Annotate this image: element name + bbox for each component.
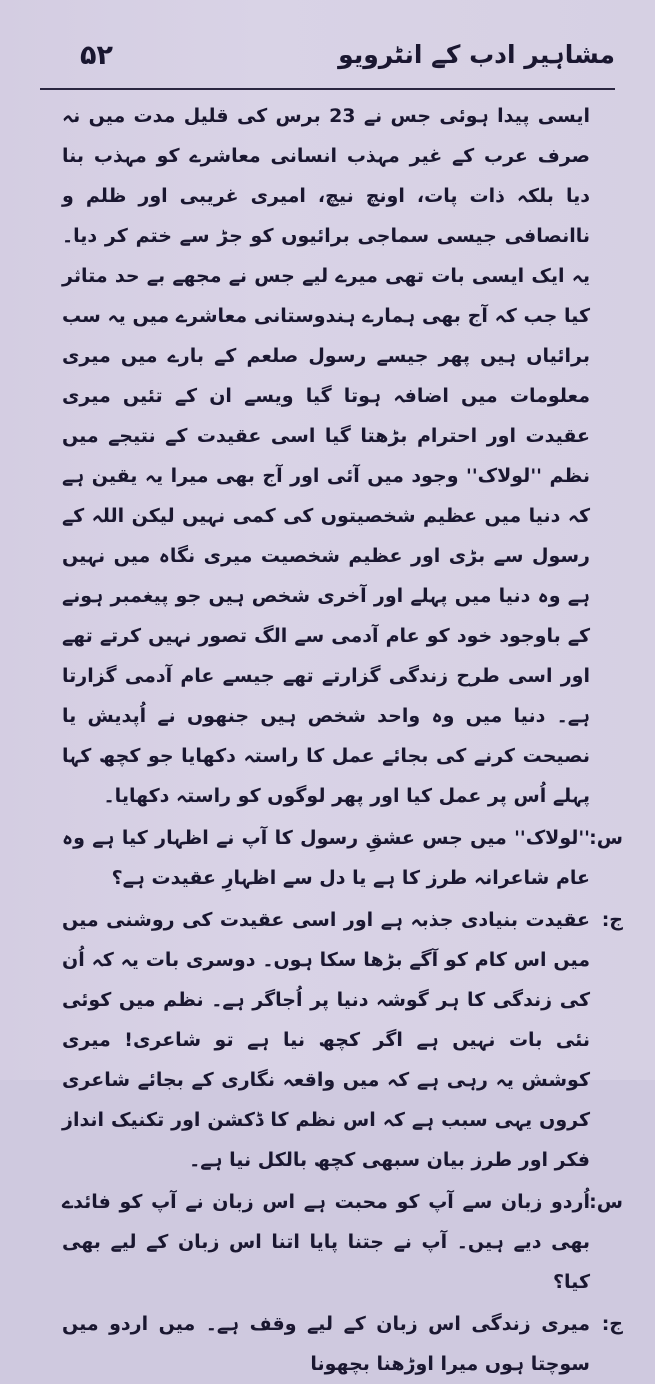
opening-paragraph: ایسی پیدا ہوئی جس نے 23 برس کی قلیل مدت میں نہ صرف عرب کے غیر مہذب انسانی معاشرے کو مہذب بنا دیا بلکہ ذات پات، اونچ نیچ، امیری غریبی اور ظلم و ناانصافی جیسی سماجی برائیوں کو جڑ سے ختم کر دیا۔ یہ ایک ایسی بات تھی میرے لیے جس نے مجھے بے حد متاثر کیا جب کہ آج بھی ہمارے ہندوستانی معاشرے میں یہ سب برائیاں ہیں پھر جیسے رسول صلعم کے بارے میں میری معلومات میں اضافہ ہوتا گیا ویسے ان کے تئیں میری عقیدت اور احترام بڑھتا گیا اسی عقیدت کے نتیجے میں نظم ''لولاک'' وجود میں آئی اور آج بھی میرا یہ یقین ہے کہ دنیا میں عظیم شخصیتوں کی کمی نہیں لیکن اللہ کے رسول سے بڑی اور عظیم شخصیت میری نگاہ میں نہیں ہے وہ دنیا میں پہلے اور آخری شخص ہیں جو پیغمبر ہونے کے باوجود خود کو عام آدمی سے الگ تصور نہیں کرتے تھے اور اسی طرح زندگی گزارتے تھے جیسے عام آدمی گزارتا ہے۔ دنیا میں وہ واحد شخص ہیں جنھوں نے اُپدیش یا نصیحت کرنے کی بجائے عمل کا راستہ دکھایا جو کچھ کہا پہلے اُس پر عمل کیا اور پھر لوگوں کو راستہ دکھایا۔ <box>62 105 590 807</box>
page-header <box>40 30 615 80</box>
qa-item-answer-1 <box>62 900 623 1180</box>
qa-item-question-1 <box>62 818 623 898</box>
qa-item-answer-2 <box>62 1304 623 1384</box>
answer-label: ج: <box>601 909 623 931</box>
qa-item-question-2 <box>62 1182 623 1302</box>
header-rule <box>40 88 615 90</box>
question-label: س: <box>589 827 623 849</box>
answer-text: میری زندگی اس زبان کے لیے وقف ہے۔ میں اردو میں سوچتا ہوں میرا اوڑھنا بچھونا <box>62 1313 590 1375</box>
answer-label: ج: <box>601 1313 623 1335</box>
answer-text: عقیدت بنیادی جذبہ ہے اور اسی عقیدت کی روشنی میں میں اس کام کو آگے بڑھا سکا ہوں۔ دوسری بات یہ کہ اُن کی زندگی کا ہر گوشہ دنیا پر اُجاگر ہے۔ نظم میں کوئی نئی بات نہیں ہے اگر کچھ نیا ہے تو شاعری! میری کوشش یہ رہی ہے کہ میں واقعہ نگاری کے بجائے شاعری کروں یہی سبب ہے کہ اس نظم کا ڈکشن اور تکنیک انداز فکر اور طرز بیان سبھی کچھ بالکل نیا ہے۔ <box>62 909 590 1171</box>
question-text: ''لولاک'' میں جس عشقِ رسول کا آپ نے اظہار کیا ہے وہ عام شاعرانہ طرز کا ہے یا دل سے اظہارِ عقیدت ہے؟ <box>62 827 590 889</box>
question-text: اُردو زبان سے آپ کو محبت ہے اس زبان نے آپ کو فائدے بھی دیے ہیں۔ آپ نے جتنا پایا اتنا اس زبان کے لیے بھی کیا؟ <box>62 1191 590 1293</box>
running-title: مشاہیر ادب کے انٹرویو <box>338 40 615 69</box>
question-label: س: <box>589 1191 623 1213</box>
body-text <box>62 96 623 1384</box>
page-number: ۵۲ <box>80 40 113 71</box>
